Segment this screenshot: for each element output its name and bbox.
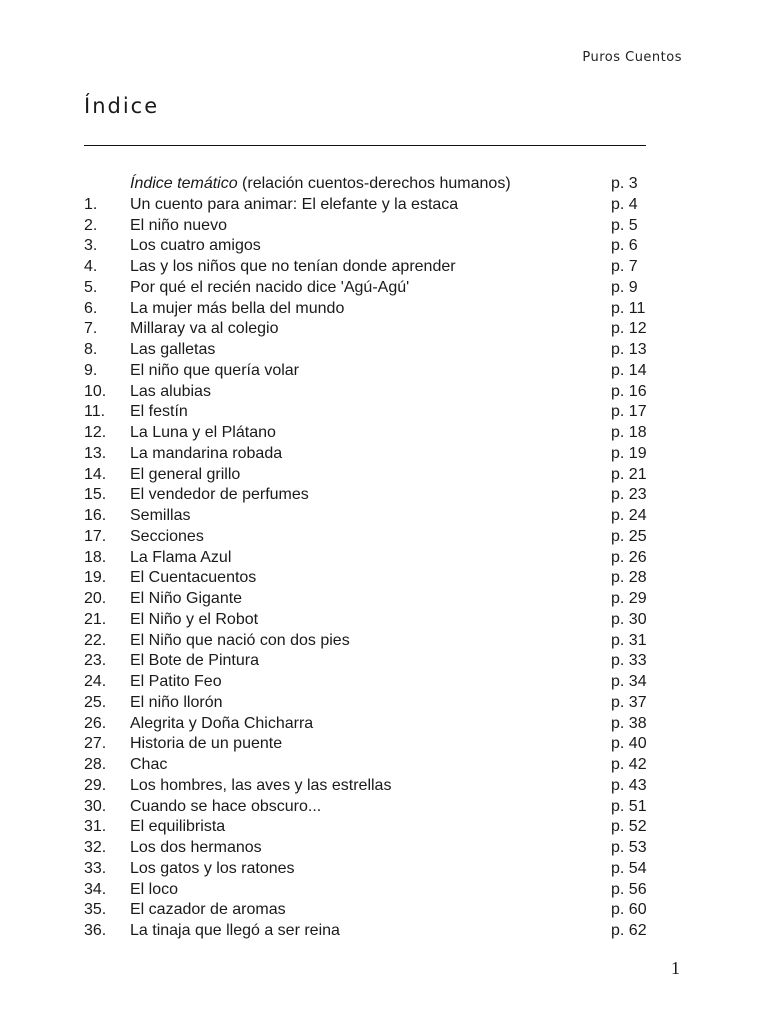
toc-page: p. 28 <box>611 569 647 587</box>
toc-number: 10. <box>84 382 107 400</box>
toc-page: p. 18 <box>611 424 647 441</box>
toc-number: 8. <box>84 341 98 358</box>
toc-title: El Niño y el Robot <box>130 610 259 628</box>
toc-number: 34. <box>84 880 107 898</box>
toc-number: 21. <box>84 610 107 628</box>
toc-number: 33. <box>84 859 107 877</box>
toc-row[interactable] <box>84 651 664 672</box>
toc-title: El vendedor de perfumes <box>130 486 309 504</box>
toc-number: 30. <box>84 797 107 815</box>
toc-page: p. 42 <box>611 756 647 773</box>
toc-row[interactable] <box>84 506 664 527</box>
toc-row-thematic[interactable] <box>84 174 664 195</box>
toc-row[interactable] <box>84 610 664 631</box>
toc-number: 20. <box>84 590 107 607</box>
toc-page: p. 62 <box>611 922 647 939</box>
toc-row[interactable] <box>84 859 664 880</box>
toc-number: 3. <box>84 237 98 255</box>
toc-page: p. 19 <box>611 444 647 462</box>
page-number: 1 <box>671 958 680 978</box>
toc-page: p. 38 <box>611 714 647 732</box>
toc-page: p. 9 <box>611 278 638 296</box>
toc-page: p. 16 <box>611 382 647 400</box>
toc-title: Cuando se hace obscuro... <box>130 797 322 815</box>
toc-title: El equilibrista <box>130 818 226 836</box>
toc-row[interactable] <box>84 548 664 569</box>
toc-row[interactable] <box>84 278 664 299</box>
toc-row[interactable] <box>84 382 664 403</box>
toc-row[interactable] <box>84 236 664 257</box>
table-of-contents <box>84 174 664 942</box>
thematic-index-label: Índice temático <box>130 175 238 192</box>
page-title: Índice <box>84 94 160 118</box>
toc-title-thematic <box>130 174 511 194</box>
toc-page: p. 40 <box>611 735 647 753</box>
toc-page: p. 29 <box>611 590 647 607</box>
toc-number: 16. <box>84 507 107 524</box>
toc-number: 25. <box>84 693 107 711</box>
toc-number: 36. <box>84 922 107 939</box>
toc-title: El niño llorón <box>130 693 223 711</box>
toc-page: p. 52 <box>611 818 647 836</box>
toc-title: El Bote de Pintura <box>130 652 259 670</box>
toc-page: p. 7 <box>611 258 638 275</box>
toc-page: p. 43 <box>611 776 647 794</box>
toc-number: 4. <box>84 258 98 275</box>
toc-row[interactable] <box>84 672 664 693</box>
toc-page: p. 51 <box>611 797 647 815</box>
toc-number: 35. <box>84 901 107 919</box>
toc-title: Las alubias <box>130 382 211 400</box>
toc-page: p. 34 <box>611 673 647 690</box>
toc-page: p. 30 <box>611 610 647 628</box>
toc-number: 17. <box>84 527 107 545</box>
toc-page: p. 53 <box>611 839 647 856</box>
toc-number: 11. <box>84 403 106 421</box>
toc-number: 7. <box>84 320 98 338</box>
toc-number: 15. <box>84 486 107 504</box>
toc-row[interactable] <box>84 465 664 486</box>
toc-number: 32. <box>84 839 107 856</box>
toc-row[interactable] <box>84 776 664 797</box>
toc-row[interactable] <box>84 216 664 237</box>
toc-page: p. 24 <box>611 507 647 524</box>
toc-row[interactable] <box>84 361 664 382</box>
toc-title: El Niño Gigante <box>130 590 243 607</box>
toc-title: Los hombres, las aves y las estrellas <box>130 776 392 794</box>
toc-title: El festín <box>130 403 188 421</box>
running-header: Puros Cuentos <box>582 50 682 65</box>
toc-row[interactable] <box>84 485 664 506</box>
toc-row[interactable] <box>84 402 664 423</box>
toc-title: Un cuento para animar: El elefante y la estaca <box>130 195 459 213</box>
toc-title: La tinaja que llegó a ser reina <box>130 922 340 939</box>
toc-number: 19. <box>84 569 107 587</box>
toc-page: p. 14 <box>611 361 647 379</box>
toc-title: El Niño que nació con dos pies <box>130 631 350 649</box>
toc-title: La Flama Azul <box>130 548 232 566</box>
toc-number: 1. <box>84 195 98 213</box>
toc-row[interactable] <box>84 299 664 320</box>
toc-number: 5. <box>84 278 98 296</box>
toc-number: 31. <box>84 818 107 836</box>
toc-row[interactable] <box>84 423 664 444</box>
toc-number: 14. <box>84 465 107 483</box>
toc-page: p. 13 <box>611 341 647 358</box>
toc-row[interactable] <box>84 797 664 818</box>
thematic-index-description: (relación cuentos-derechos humanos) <box>237 175 511 192</box>
toc-title: Los gatos y los ratones <box>130 859 295 877</box>
toc-page: p. 23 <box>611 486 647 504</box>
toc-title: Historia de un puente <box>130 735 283 753</box>
toc-page: p. 37 <box>611 693 647 711</box>
toc-title: El Patito Feo <box>130 673 222 690</box>
toc-title: Millaray va al colegio <box>130 320 279 338</box>
toc-title: Las galletas <box>130 341 216 358</box>
toc-title: Por qué el recién nacido dice 'Agú-Agú' <box>130 278 410 296</box>
toc-row[interactable] <box>84 693 664 714</box>
toc-title: La mandarina robada <box>130 444 283 462</box>
toc-title: Semillas <box>130 507 191 524</box>
toc-row[interactable] <box>84 319 664 340</box>
toc-page: p. 21 <box>611 465 647 483</box>
toc-row[interactable] <box>84 734 664 755</box>
toc-title: El niño que quería volar <box>130 361 299 379</box>
toc-page: p. 25 <box>611 527 647 545</box>
toc-number: 6. <box>84 299 98 317</box>
toc-row[interactable] <box>84 257 664 278</box>
toc-number: 9. <box>84 361 98 379</box>
toc-title: El Cuentacuentos <box>130 569 257 587</box>
toc-title: Las y los niños que no tenían donde aprender <box>130 258 456 275</box>
toc-title: El cazador de aromas <box>130 901 286 919</box>
toc-number: 26. <box>84 714 107 732</box>
toc-number: 23. <box>84 652 107 670</box>
toc-page: p. 31 <box>611 631 647 649</box>
toc-page: p. 17 <box>611 403 647 421</box>
toc-number: 18. <box>84 548 107 566</box>
toc-row[interactable] <box>84 921 664 942</box>
toc-page: p. 33 <box>611 652 647 670</box>
toc-row[interactable] <box>84 527 664 548</box>
toc-title: Los dos hermanos <box>130 839 262 856</box>
toc-number: 22. <box>84 631 107 649</box>
toc-number: 29. <box>84 776 107 794</box>
toc-row[interactable] <box>84 755 664 776</box>
toc-page: p. 4 <box>611 195 638 213</box>
toc-page: p. 12 <box>611 320 647 338</box>
toc-row[interactable] <box>84 340 664 361</box>
toc-title: Alegrita y Doña Chicharra <box>130 714 314 732</box>
toc-title: Chac <box>130 756 168 773</box>
toc-number: 2. <box>84 216 98 234</box>
toc-page: p. 5 <box>611 216 638 234</box>
toc-page: p. 3 <box>611 175 638 192</box>
toc-page: p. 60 <box>611 901 647 919</box>
toc-title: El niño nuevo <box>130 216 227 234</box>
toc-title: La mujer más bella del mundo <box>130 299 345 317</box>
toc-row[interactable] <box>84 838 664 859</box>
toc-number: 13. <box>84 444 107 462</box>
toc-page: p. 11 <box>611 299 646 317</box>
toc-page: p. 6 <box>611 237 638 255</box>
toc-title: El general grillo <box>130 465 241 483</box>
toc-number: 27. <box>84 735 107 753</box>
toc-row[interactable] <box>84 195 664 216</box>
toc-row[interactable] <box>84 631 664 652</box>
toc-row[interactable] <box>84 714 664 735</box>
toc-row[interactable] <box>84 589 664 610</box>
toc-page: p. 26 <box>611 548 647 566</box>
toc-row[interactable] <box>84 568 664 589</box>
toc-page: p. 54 <box>611 859 647 877</box>
toc-number: 28. <box>84 756 107 773</box>
toc-number: 24. <box>84 673 107 690</box>
toc-title: La Luna y el Plátano <box>130 424 276 441</box>
toc-row[interactable] <box>84 880 664 901</box>
toc-title: Secciones <box>130 527 204 545</box>
toc-number: 12. <box>84 424 107 441</box>
toc-title: El loco <box>130 880 179 898</box>
toc-row[interactable] <box>84 900 664 921</box>
toc-page: p. 56 <box>611 880 647 898</box>
toc-row[interactable] <box>84 817 664 838</box>
toc-title: Los cuatro amigos <box>130 237 261 255</box>
toc-row[interactable] <box>84 444 664 465</box>
title-underline <box>84 145 646 146</box>
